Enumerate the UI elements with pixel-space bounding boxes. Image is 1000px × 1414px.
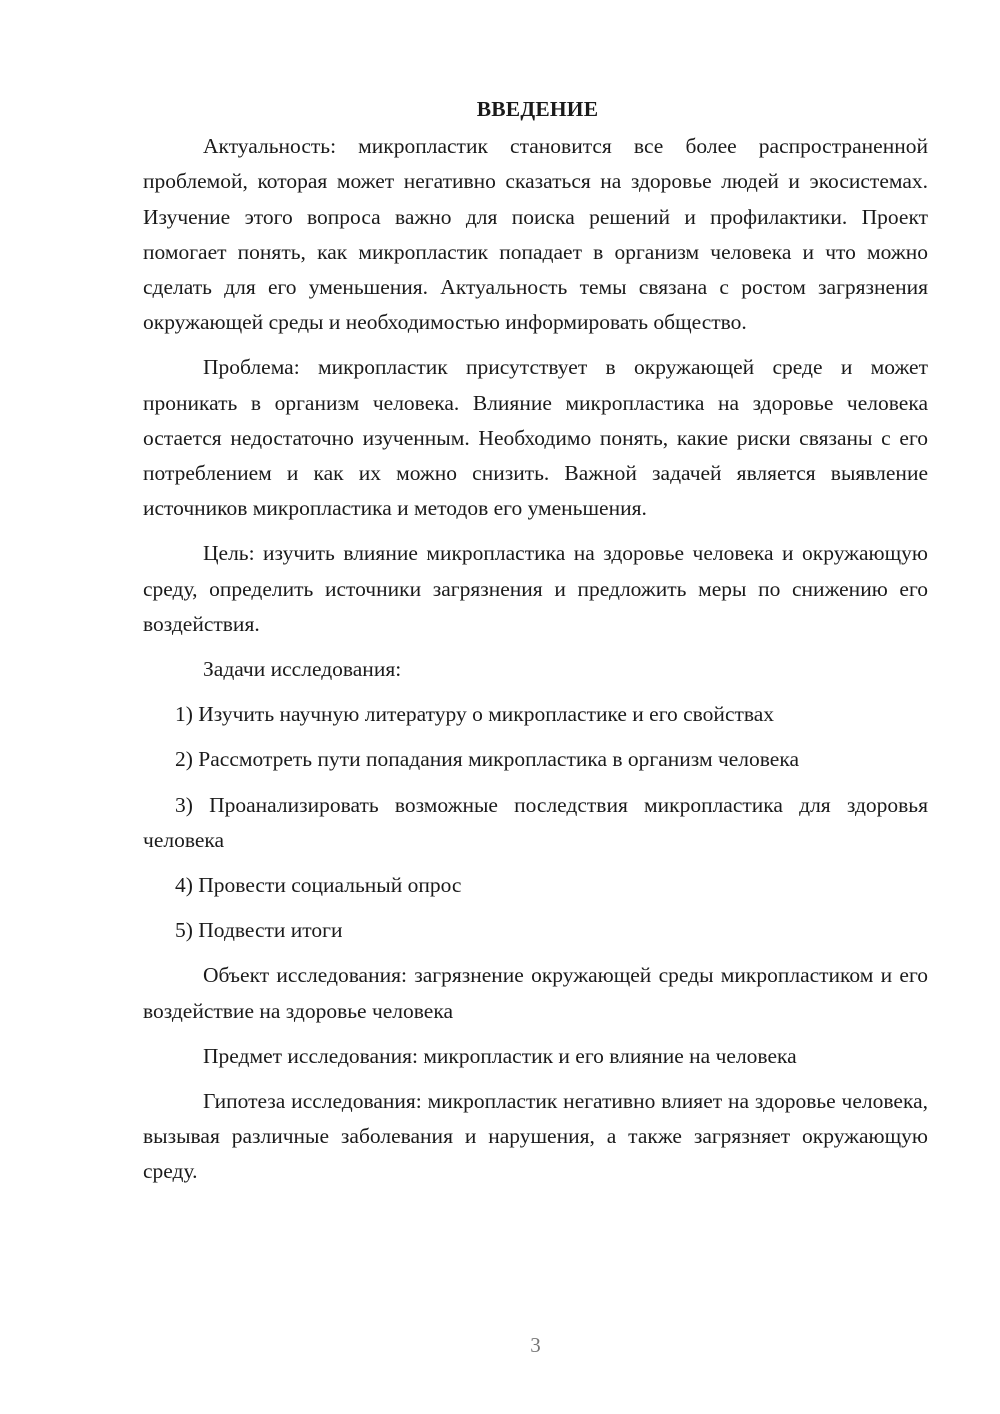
task-item-2: 2) Рассмотреть пути попадания микропластика в организм человека: [175, 747, 800, 772]
relevance-paragraph: Актуальность: микропластик становится все более распространенной проблемой, которая может негативно сказаться на здоровье людей и экосистемах. Изучение этого вопроса важно для поиска решений и профилактики. Проект помогает понять, как микропластик попадает в организм человека и что можно сделать для его уменьшения. Актуальность темы связана с ростом загрязнения окружающей среды и необходимостью информировать общество.: [143, 134, 928, 335]
object-paragraph: Объект исследования: загрязнение окружающей среды микропластиком и его воздействие на здоровье человека: [143, 963, 928, 1023]
document-page: [143, 92, 928, 1200]
section-title: ВВЕДЕНИЕ: [476, 97, 599, 121]
task-item-5: 5) Подвести итоги: [175, 918, 343, 943]
page-number: 3: [530, 1333, 541, 1357]
task-item-3: 3) Проанализировать возможные последствия микропластика для здоровья человека: [143, 792, 928, 852]
task-item-1: 1) Изучить научную литературу о микропластике и его свойствах: [175, 702, 775, 727]
subject-paragraph: Предмет исследования: микропластик и его влияние на человека: [203, 1043, 797, 1068]
hypothesis-paragraph: Гипотеза исследования: микропластик негативно влияет на здоровье человека, вызывая различные заболевания и нарушения, а также загрязняет окружающую среду.: [143, 1089, 928, 1184]
goal-paragraph: Цель: изучить влияние микропластика на здоровье человека и окружающую среду, определить источники загрязнения и предложить меры по снижению его воздействия.: [143, 541, 928, 636]
tasks-heading: Задачи исследования:: [203, 657, 402, 682]
problem-paragraph: Проблема: микропластик присутствует в окружающей среде и может проникать в организм человека. Влияние микропластика на здоровье человека остается недостаточно изученным. Необходимо понять, какие риски связаны с его потреблением и как их можно снизить. Важной задачей является выявление источников микропластика и методов его уменьшения.: [143, 355, 928, 521]
task-item-4: 4) Провести социальный опрос: [175, 873, 462, 898]
